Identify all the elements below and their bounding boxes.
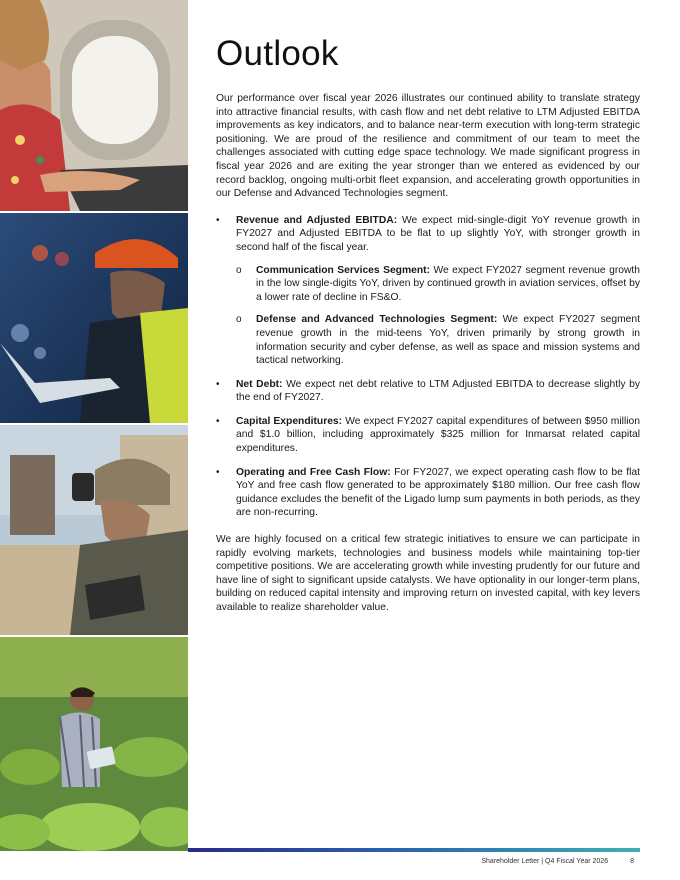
bullet-revenue-ebitda [216, 214, 640, 368]
subbullet-label: Communication Services Segment: [256, 264, 430, 276]
photo-soldier-night-vision [0, 425, 188, 635]
page-number: 8 [630, 858, 634, 865]
photo-airplane-passenger-laptop [0, 0, 188, 211]
subbullet-text: We expect FY2027 segment revenue growth in the low single-digits YoY, driven by continued growth in aviation services, offset by a lower rate of decline in FS&O. [256, 264, 640, 303]
closing-paragraph: We are highly focused on a critical few strategic initiatives to ensure we can participate in rapidly evolving markets, technologies and business models while maintaining top-tier competitive positions. We are accelerating growth while investing prudently for our future and have line of sight to significant upside catalysts. We have optionality in our longer-term plans, building on reduced capital intensity and improving return on invested capital, with key levers available to realize shareholder value. [216, 534, 640, 613]
outlook-bullet-list [216, 214, 640, 520]
page-title: Outlook [216, 34, 339, 73]
subbullet-text: We expect FY2027 segment revenue growth in the mid-teens YoY, driven primarily by strong growth in information security and cyber defense, as well as space and mission systems and tactical networking. [256, 314, 640, 367]
bullet-capital-expenditures [216, 415, 640, 456]
bullet-text: We expect net debt relative to LTM Adjusted EBITDA to decrease slightly by the end of FY2027. [236, 378, 640, 404]
subbullet-defense-advanced-tech [236, 313, 640, 367]
bullet-text: For FY2027, we expect operating cash flow to be flat YoY and free cash flow generated to be approximately $180 million. Our free cash flow guidance excludes the benefit of the Ligado lump sum payments in both periods, as they are non-recurring. [236, 466, 640, 519]
footer-label: Shareholder Letter | Q4 Fiscal Year 2026 [481, 858, 609, 865]
bullet-label: Operating and Free Cash Flow: [236, 466, 391, 478]
bullet-operating-free-cash-flow [216, 466, 640, 520]
subbullet-label: Defense and Advanced Technologies Segment: [256, 314, 498, 326]
bullet-text: We expect mid-single-digit YoY revenue growth in FY2027 and Adjusted EBITDA to be flat to up slightly YoY, with stronger growth in second half of the fiscal year. [236, 214, 641, 253]
photo-farmer-tablet-field [0, 637, 188, 851]
page-footer [481, 858, 634, 865]
outlook-section [216, 34, 640, 615]
bullet-label: Capital Expenditures: [236, 415, 343, 427]
photo-engineer-hardhat-laptop [0, 213, 188, 423]
bullet-net-debt [216, 378, 640, 405]
intro-paragraph: Our performance over fiscal year 2026 illustrates our continued ability to translate strategy into attractive financial results, with cash flow and net debt relative to LTM Adjusted EBITDA improvements as key indicators, and to balance near-term execution with long-term strategic positioning. We are proud of the resilience and commitment of our team to meet the challenges associated with cutting edge space technology. We made significant progress in fiscal year 2026 and are exiting the year stronger than we entered as evidenced by our record backlog, ongoing multi-orbit fleet expansion, and accelerating growth opportunities in our Defense and Advanced Technologies segment. [216, 93, 640, 200]
bullet-label: Net Debt: [236, 378, 283, 390]
bullet-label: Revenue and Adjusted EBITDA: [236, 214, 398, 226]
subbullet-communication-services [236, 264, 640, 305]
bullet-text: We expect FY2027 capital expenditures of between $950 million and $1.0 billion, including approximately $325 million for Inmarsat related capital expenditures. [236, 415, 640, 455]
photo-strip [0, 0, 188, 851]
segment-sub-list [236, 264, 640, 368]
footer-gradient-rule [188, 848, 640, 852]
